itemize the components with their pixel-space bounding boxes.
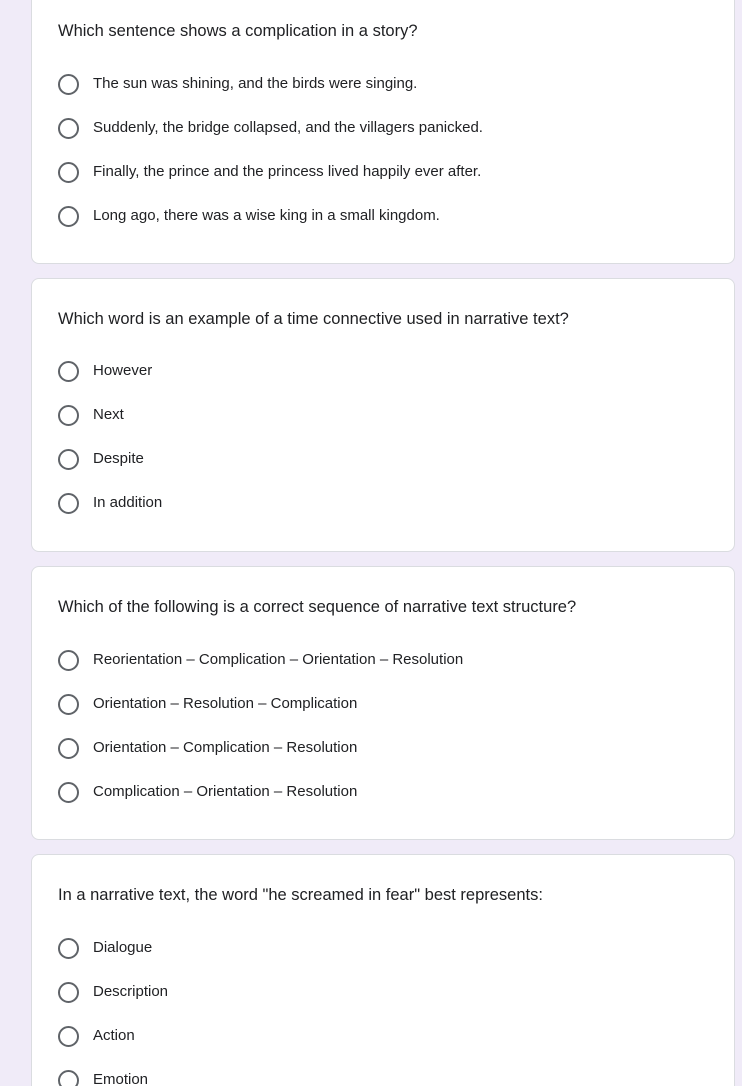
- option-label: Complication – Orientation – Resolution: [93, 783, 358, 800]
- question-text: Which sentence shows a complication in a story?: [58, 22, 418, 40]
- option-1-4[interactable]: [58, 204, 440, 228]
- radio-button[interactable]: [58, 206, 79, 227]
- option-3-1[interactable]: [58, 648, 463, 672]
- radio-button[interactable]: [58, 405, 79, 426]
- radio-button[interactable]: [58, 650, 79, 671]
- radio-button[interactable]: [58, 449, 79, 470]
- option-4-2[interactable]: [58, 980, 168, 1004]
- question-card-1: [31, 0, 735, 264]
- option-label: Next: [93, 406, 124, 423]
- option-1-2[interactable]: [58, 116, 483, 140]
- radio-button[interactable]: [58, 782, 79, 803]
- question-text: In a narrative text, the word "he screamed in fear" best represents:: [58, 886, 543, 904]
- option-label: Action: [93, 1027, 135, 1044]
- radio-button[interactable]: [58, 74, 79, 95]
- option-label: However: [93, 362, 153, 379]
- option-label: Dialogue: [93, 939, 153, 956]
- option-2-2[interactable]: [58, 403, 124, 427]
- radio-button[interactable]: [58, 982, 79, 1003]
- option-label: Description: [93, 983, 169, 1000]
- option-label: The sun was shining, and the birds were singing.: [93, 75, 418, 92]
- radio-button[interactable]: [58, 162, 79, 183]
- option-label: Suddenly, the bridge collapsed, and the villagers panicked.: [93, 119, 483, 136]
- radio-button[interactable]: [58, 694, 79, 715]
- radio-button[interactable]: [58, 493, 79, 514]
- question-text: Which of the following is a correct sequence of narrative text structure?: [58, 598, 577, 616]
- option-label: Orientation – Resolution – Complication: [93, 695, 358, 712]
- option-3-4[interactable]: [58, 780, 357, 804]
- option-label: Orientation – Complication – Resolution: [93, 739, 358, 756]
- question-text: Which word is an example of a time connective used in narrative text?: [58, 310, 569, 328]
- option-4-4[interactable]: [58, 1068, 148, 1086]
- option-label: Despite: [93, 450, 144, 467]
- radio-button[interactable]: [58, 118, 79, 139]
- option-3-2[interactable]: [58, 692, 357, 716]
- option-3-3[interactable]: [58, 736, 357, 760]
- option-2-4[interactable]: [58, 491, 162, 515]
- option-4-3[interactable]: [58, 1024, 135, 1048]
- option-label: Long ago, there was a wise king in a small kingdom.: [93, 207, 440, 224]
- radio-button[interactable]: [58, 361, 79, 382]
- option-2-1[interactable]: [58, 359, 152, 383]
- option-label: Reorientation – Complication – Orientation – Resolution: [93, 651, 464, 668]
- option-label: In addition: [93, 494, 163, 511]
- radio-button[interactable]: [58, 1026, 79, 1047]
- option-1-1[interactable]: [58, 72, 417, 96]
- option-1-3[interactable]: [58, 160, 481, 184]
- radio-button[interactable]: [58, 738, 79, 759]
- question-card-3: [31, 566, 735, 840]
- option-4-1[interactable]: [58, 936, 152, 960]
- radio-button[interactable]: [58, 1070, 79, 1086]
- question-card-2: [31, 278, 735, 552]
- option-2-3[interactable]: [58, 447, 144, 471]
- option-label: Emotion: [93, 1071, 149, 1086]
- radio-button[interactable]: [58, 938, 79, 959]
- option-label: Finally, the prince and the princess lived happily ever after.: [93, 163, 482, 180]
- question-card-4: [31, 854, 735, 1086]
